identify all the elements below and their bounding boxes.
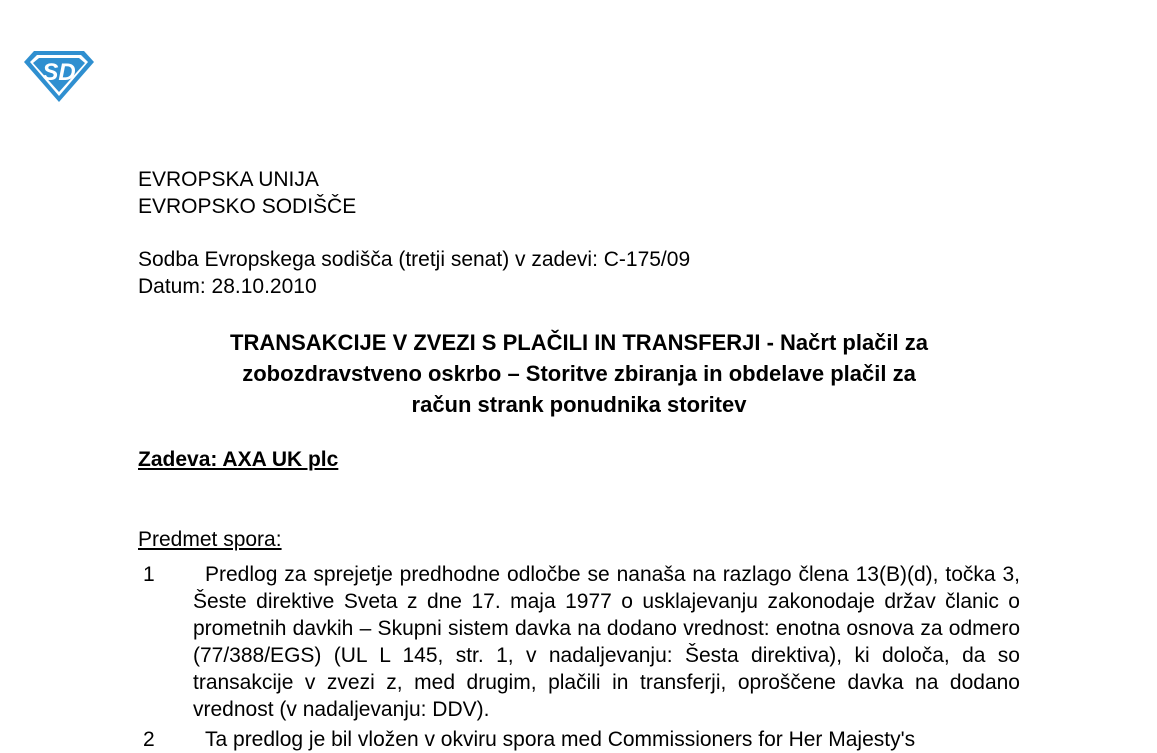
case-judgment-line: Sodba Evropskega sodišča (tretji senat) v zadevi: C-175/09: [138, 248, 691, 271]
title-line-3: račun strank ponudnika storitev: [411, 392, 747, 417]
paragraph-number: 2: [143, 728, 155, 751]
paragraph-text: Predlog za sprejetje predhodne odločbe se nanaša na razlago člena 13(B)(d), točka 3, Šeste direktive Sveta z dne 17. maja 1977 o usklajevanju zakonodaje držav članic o prometnih davkih – Skupni sistem davka na dodano vrednost: enotna osnova za odmero (77/388/EGS) (UL L 145, str. 1, v nadaljevanju: Šesta direktiva), ki določa, da so transakcije v zvezi z, med drugim, plačili in transferji, oproščene davka na dodano vrednost (v nadaljevanju: DDV).: [193, 563, 1020, 721]
numbered-paragraph: [138, 726, 1020, 753]
title-line-1: TRANSAKCIJE V ZVEZI S PLAČILI IN TRANSFERJI - Načrt plačil za: [230, 330, 928, 355]
case-info: [138, 246, 690, 300]
case-subject-heading: Zadeva: AXA UK plc: [138, 448, 339, 471]
paragraph-number: 1: [143, 563, 155, 586]
numbered-paragraph: [138, 561, 1020, 723]
document-title: [138, 327, 1020, 420]
sd-logo: [22, 48, 96, 104]
paragraph-text: Ta predlog je bil vložen v okviru spora med Commissioners for Her Majesty's: [205, 728, 916, 751]
case-date-line: Datum: 28.10.2010: [138, 275, 317, 298]
logo-letters: SD: [42, 59, 76, 86]
header-union: EVROPSKA UNIJA: [138, 168, 319, 191]
title-line-2: zobozdravstveno oskrbo – Storitve zbiranja in obdelave plačil za: [242, 361, 916, 386]
court-header: [138, 166, 356, 220]
subject-matter-heading: Predmet spora:: [138, 528, 282, 551]
header-court: EVROPSKO SODIŠČE: [138, 195, 357, 218]
